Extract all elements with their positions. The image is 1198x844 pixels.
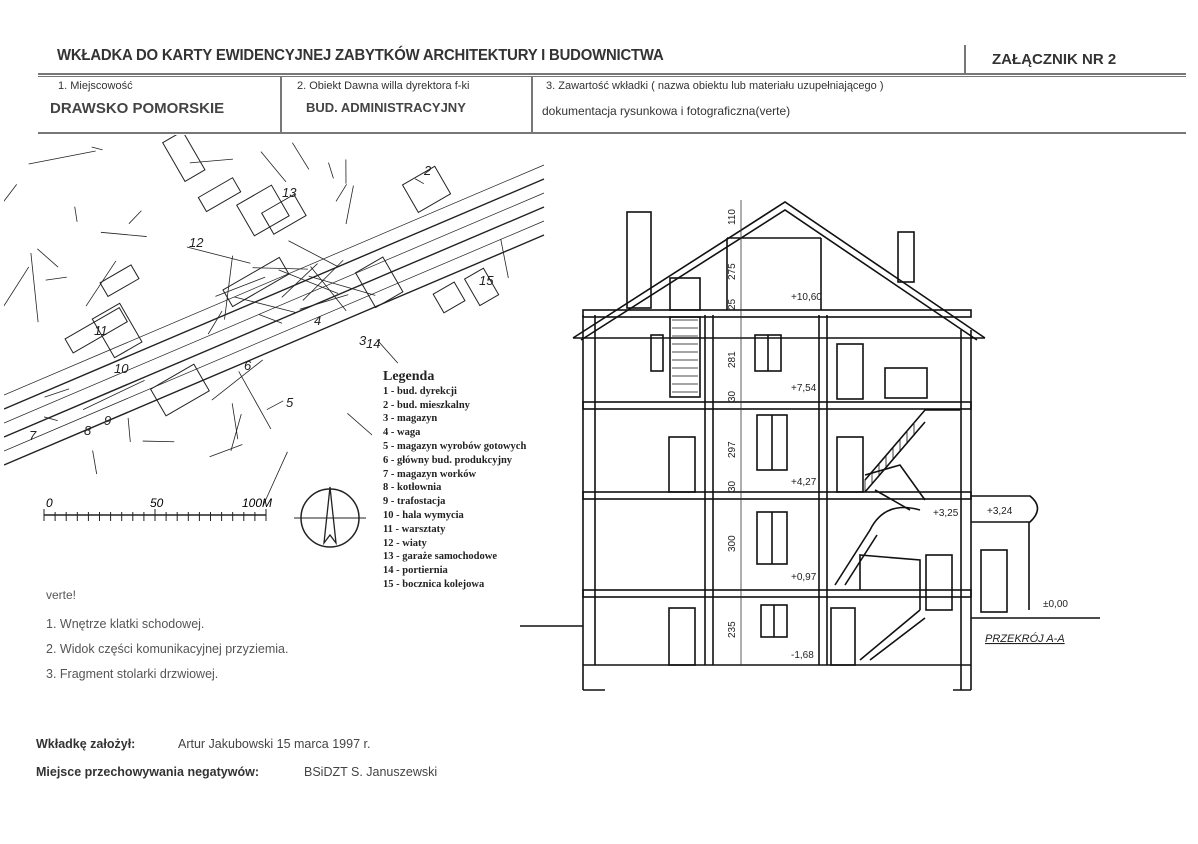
level-mark: +10,60 — [791, 292, 822, 303]
negatives-value: BSiDZT S. Januszewski — [304, 765, 438, 779]
dimension: 30 — [727, 480, 738, 492]
map-legend — [383, 370, 526, 592]
negatives-label: Miejsce przechowywania negatywów: — [36, 765, 259, 779]
legend-item: 1 - bud. dyrekcji — [383, 385, 457, 397]
dimension: 275 — [727, 263, 738, 280]
map-building-number: 7 — [29, 428, 37, 443]
legend-item: 4 - waga — [383, 427, 421, 439]
divider — [38, 76, 1186, 77]
legend-item: 3 - magazyn — [383, 413, 438, 425]
legend-item: 7 - magazyn worków — [383, 468, 477, 480]
document-title: WKŁADKA DO KARTY EWIDENCYJNEJ ZABYTKÓW ARCHITEKTURY I BUDOWNICTWA — [57, 47, 664, 64]
scale-zero: 0 — [46, 496, 53, 510]
photo-list — [46, 612, 288, 687]
legend-title: Legenda — [383, 369, 435, 384]
level-mark: +3,24 — [987, 506, 1013, 517]
legend-item: 12 - wiaty — [383, 537, 427, 549]
dimension: 235 — [727, 621, 738, 638]
scale-mid: 50 — [150, 496, 164, 510]
north-arrow-icon — [294, 487, 366, 547]
dimension: 297 — [727, 441, 738, 458]
map-building-number: 10 — [114, 361, 129, 376]
level-mark: +4,27 — [791, 477, 817, 488]
map-building-number: 15 — [479, 273, 494, 288]
map-building-number: 6 — [244, 358, 252, 373]
annex-number: ZAŁĄCZNIK NR 2 — [992, 51, 1117, 68]
legend-item: 2 - bud. mieszkalny — [383, 399, 470, 411]
divider — [531, 76, 533, 134]
locality-label: 1. Miejscowość — [58, 80, 133, 92]
dimension: 30 — [727, 390, 738, 402]
contents-label: 3. Zawartość wkładki ( nazwa obiektu lub materiału uzupełniającego ) — [546, 80, 884, 92]
map-building-number: 2 — [424, 163, 432, 178]
map-building-number: 11 — [94, 323, 108, 338]
legend-item: 8 - kotłownia — [383, 482, 442, 494]
cross-section-drawing — [515, 190, 1115, 700]
photo-item: 2. Widok części komunikacyjnej przyziemia. — [46, 642, 289, 656]
photo-item: 1. Wnętrze klatki schodowej. — [46, 617, 205, 631]
map-building-number: 9 — [104, 413, 112, 428]
divider — [964, 45, 966, 75]
verte-note: verte! — [46, 588, 77, 602]
legend-item: 6 - główny bud. produkcyjny — [383, 454, 513, 466]
map-building-number: 12 — [189, 235, 204, 250]
photo-item: 3. Fragment stolarki drzwiowej. — [46, 667, 219, 681]
author-value: Artur Jakubowski 15 marca 1997 r. — [178, 737, 371, 751]
dimension: 281 — [727, 351, 738, 368]
level-mark: +7,54 — [791, 383, 817, 394]
map-building-number: 13 — [282, 185, 297, 200]
level-mark: +3,25 — [933, 508, 959, 519]
legend-item: 9 - trafostacja — [383, 496, 446, 508]
level-mark: +0,97 — [791, 572, 817, 583]
legend-item: 10 - hala wymycia — [383, 509, 464, 521]
map-building-number: 4 — [314, 313, 322, 328]
map-building-number: 3 — [359, 333, 367, 348]
divider — [280, 76, 282, 134]
legend-item: 11 - warsztaty — [383, 523, 446, 535]
dimension: 110 — [727, 209, 738, 225]
legend-item: 14 - portiernia — [383, 565, 448, 577]
map-building-number: 8 — [84, 423, 92, 438]
section-title: PRZEKRÓJ A-A — [985, 633, 1065, 645]
level-mark: ±0,00 — [1043, 599, 1068, 610]
divider — [38, 73, 1186, 75]
legend-item: 5 - magazyn wyrobów gotowych — [383, 440, 527, 452]
object-label: 2. Obiekt Dawna willa dyrektora f-ki — [297, 80, 470, 92]
scale-end: 100M — [242, 496, 273, 510]
dimension: 300 — [727, 535, 738, 552]
dimension: 25 — [727, 298, 738, 310]
level-mark: -1,68 — [791, 650, 814, 661]
object-value: BUD. ADMINISTRACYJNY — [306, 100, 466, 115]
map-building-number: 14 — [366, 336, 381, 351]
legend-item: 13 - garaże samochodowe — [383, 551, 498, 563]
map-building-number: 5 — [286, 395, 294, 410]
author-label: Wkładkę założył: — [36, 737, 136, 751]
legend-item: 15 - bocznica kolejowa — [383, 578, 485, 590]
contents-value: dokumentacja rysunkowa i fotograficzna(verte) — [542, 104, 791, 118]
locality-value: DRAWSKO POMORSKIE — [50, 100, 225, 117]
divider — [38, 132, 1186, 134]
